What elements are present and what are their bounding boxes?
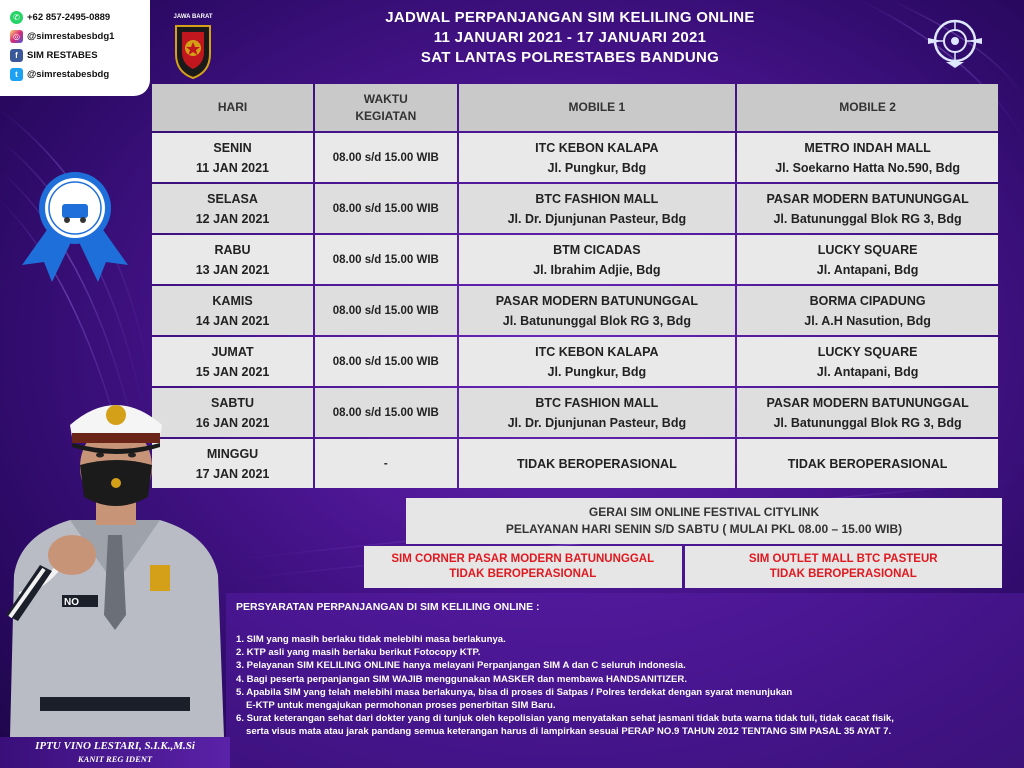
header-waktu: [315, 84, 456, 131]
day-date: 11 JAN 2021: [196, 160, 270, 175]
logo-caption: JAWA BARAT: [173, 14, 213, 20]
location-name: BORMA CIPADUNG: [809, 293, 926, 308]
requirement-item: 6. Surat keterangan sehat dari dokter yang di tunjuk oleh kepolisian yang menyatakan sehat jasmani tidak buta warna tidak tuli, tidak cacat fisik,: [236, 713, 894, 725]
cell-mobile-2: [737, 235, 998, 284]
facebook-icon: f: [10, 49, 23, 62]
day-date: 15 JAN 2021: [195, 364, 270, 379]
cell-mobile-1: [459, 388, 736, 437]
outlet-name: SIM OUTLET MALL BTC PASTEUR: [748, 553, 938, 565]
table-row: [152, 286, 998, 335]
requirements-title: PERSYARATAN PERPANJANGAN DI SIM KELILING ONLINE :: [236, 601, 540, 613]
location-name: LUCKY SQUARE: [817, 344, 918, 359]
header-waktu-label: WAKTU KEGIATAN: [355, 91, 417, 123]
day-name: SENIN: [213, 140, 252, 155]
outlet-status: TIDAK BEROPERASIONAL: [449, 568, 597, 580]
officer-title: KANIT REG IDENT: [77, 754, 153, 764]
day-name: JUMAT: [211, 344, 254, 359]
location-name: TIDAK BEROPERASIONAL: [787, 456, 948, 471]
header-mobile-1: MOBILE 1: [459, 84, 736, 131]
location-address: Jl. Pungkur, Bdg: [547, 160, 647, 175]
outlet-status: TIDAK BEROPERASIONAL: [769, 568, 917, 580]
location-address: Jl. Batununggal Blok RG 3, Bdg: [773, 415, 962, 430]
header-unit: SAT LANTAS POLRESTABES BANDUNG: [420, 49, 720, 66]
twitter-handle: @simrestabesbdg: [27, 69, 110, 80]
requirement-item: 3. Pelayanan SIM KELILING ONLINE hanya melayani Perpanjangan SIM A dan C seluruh indonesia.: [236, 660, 686, 672]
cell-time: 08.00 s/d 15.00 WIB: [315, 286, 456, 335]
officer-photo: [0, 385, 230, 737]
day-name: SABTU: [211, 395, 255, 410]
header-date-range: 11 JANUARI 2021 - 17 JANUARI 2021: [433, 29, 707, 46]
location-address: Jl. Pungkur, Bdg: [547, 364, 647, 379]
instagram-handle: @simrestabesbdg1: [27, 31, 115, 42]
table-row: [152, 439, 998, 488]
outlet-status-batununggal: [364, 546, 682, 588]
outlet-name: SIM CORNER PASAR MODERN BATUNUNGGAL: [391, 553, 655, 565]
cell-day: [152, 184, 313, 233]
location-name: TIDAK BEROPERASIONAL: [516, 456, 677, 471]
table-header-row: [152, 84, 998, 131]
location-name: LUCKY SQUARE: [817, 242, 918, 257]
location-name: BTC FASHION MALL: [535, 395, 659, 410]
location-address: Jl. Dr. Djunjunan Pasteur, Bdg: [507, 211, 687, 226]
location-name: BTM CICADAS: [553, 242, 641, 257]
location-address: Jl. Dr. Djunjunan Pasteur, Bdg: [507, 415, 687, 430]
location-name: ITC KEBON KALAPA: [535, 140, 659, 155]
requirement-item: 5. Apabila SIM yang telah melebihi masa berlakunya, bisa di proses di Satpas / Polres terdekat dengan syarat menunjukan: [236, 686, 793, 698]
cell-mobile-1: [459, 184, 736, 233]
location-address: Jl. Batununggal Blok RG 3, Bdg: [502, 313, 691, 328]
twitter-contact[interactable]: [10, 65, 144, 84]
location-address: Jl. Soekarno Hatta No.590, Bdg: [775, 160, 960, 175]
whatsapp-contact[interactable]: [10, 8, 144, 27]
day-date: 12 JAN 2021: [195, 211, 270, 226]
cell-time: 08.00 s/d 15.00 WIB: [315, 388, 456, 437]
table-row: [152, 133, 998, 182]
ribbon-icon: [14, 170, 136, 285]
location-address: Jl. Antapani, Bdg: [816, 262, 919, 277]
cell-mobile-1: [459, 337, 736, 386]
day-name: RABU: [214, 242, 251, 257]
requirements-panel: [226, 593, 1024, 768]
requirements-list: [236, 633, 1014, 739]
location-address: Jl. Ibrahim Adjie, Bdg: [533, 262, 661, 277]
requirement-item: serta visus mata atau jarak pandang semua keterangan harus di lampirkan sesuai PERAP NO.9 TAHUN 2012 TENTANG SIM PASAL 35 AYAT 7.: [246, 726, 892, 738]
police-shield-logo: [168, 14, 218, 80]
outlet-status-row: [364, 546, 1002, 588]
facebook-handle: SIM RESTABES: [27, 50, 98, 61]
instagram-contact[interactable]: [10, 27, 144, 46]
page-header: [300, 8, 840, 68]
table-row: [152, 337, 998, 386]
location-name: ITC KEBON KALAPA: [535, 344, 659, 359]
shield-icon: [168, 14, 218, 80]
officer-name-tag: NO: [64, 597, 79, 608]
day-name: KAMIS: [212, 293, 253, 308]
day-date: 17 JAN 2021: [195, 466, 270, 481]
location-name: BTC FASHION MALL: [535, 191, 659, 206]
social-contacts-card: [0, 0, 150, 96]
day-name: MINGGU: [206, 446, 259, 461]
header-title: JADWAL PERPANJANGAN SIM KELILING ONLINE: [385, 9, 755, 26]
cell-time: 08.00 s/d 15.00 WIB: [315, 133, 456, 182]
cell-time: 08.00 s/d 15.00 WIB: [315, 337, 456, 386]
cell-day: [152, 286, 313, 335]
festival-citylink-panel: [406, 498, 1002, 544]
cell-mobile-1: [459, 133, 736, 182]
instagram-icon: ◎: [10, 30, 23, 43]
location-address: Jl. Batununggal Blok RG 3, Bdg: [773, 211, 962, 226]
cell-mobile-2: [737, 439, 998, 488]
cell-mobile-2: [737, 133, 998, 182]
cell-mobile-2: [737, 337, 998, 386]
cell-mobile-2: [737, 388, 998, 437]
cell-mobile-1: [459, 235, 736, 284]
location-address: Jl. A.H Nasution, Bdg: [804, 313, 931, 328]
location-address: Jl. Antapani, Bdg: [816, 364, 919, 379]
festival-hours: PELAYANAN HARI SENIN S/D SABTU ( MULAI PKL 08.00 – 15.00 WIB): [505, 522, 903, 536]
cell-time: 08.00 s/d 15.00 WIB: [315, 184, 456, 233]
cell-mobile-2: [737, 286, 998, 335]
outlet-status-btc-pasteur: [685, 546, 1003, 588]
requirement-item: E-KTP untuk mengajukan permohonan proses penerbitan SIM Baru.: [246, 700, 556, 712]
location-name: PASAR MODERN BATUNUNGGAL: [766, 395, 969, 410]
requirement-item: 4. Bagi peserta perpanjangan SIM WAJIB menggunakan MASKER dan membawa HANDSANITIZER.: [236, 673, 687, 685]
day-name: SELASA: [207, 191, 258, 206]
cell-day: [152, 133, 313, 182]
cell-mobile-2: [737, 184, 998, 233]
whatsapp-icon: ✆: [10, 11, 23, 24]
header-mobile-2: MOBILE 2: [737, 84, 998, 131]
cell-mobile-1: [459, 286, 736, 335]
officer-name: IPTU VINO LESTARI, S.I.K.,M.Si: [35, 740, 195, 752]
twitter-icon: t: [10, 68, 23, 81]
day-date: 14 JAN 2021: [195, 313, 270, 328]
requirement-item: 2. KTP asli yang masih berlaku berikut Fotocopy KTP.: [236, 647, 481, 659]
requirement-item: 1. SIM yang masih berlaku tidak melebihi masa berlakunya.: [236, 634, 506, 645]
table-row: [152, 235, 998, 284]
festival-title: GERAI SIM ONLINE FESTIVAL CITYLINK: [588, 505, 820, 519]
cell-day: [152, 235, 313, 284]
location-name: PASAR MODERN BATUNUNGGAL: [766, 191, 969, 206]
schedule-table: [150, 82, 1000, 490]
day-date: 16 JAN 2021: [195, 415, 270, 430]
facebook-contact[interactable]: [10, 46, 144, 65]
cell-time: 08.00 s/d 15.00 WIB: [315, 235, 456, 284]
cell-mobile-1: [459, 439, 736, 488]
day-date: 13 JAN 2021: [195, 262, 270, 277]
location-name: PASAR MODERN BATUNUNGGAL: [495, 293, 699, 308]
table-row: [152, 184, 998, 233]
header-hari: HARI: [152, 84, 313, 131]
officer-name-bar: [0, 737, 230, 768]
cell-day: [152, 337, 313, 386]
table-row: [152, 388, 998, 437]
cell-time: -: [315, 439, 456, 488]
location-name: METRO INDAH MALL: [804, 140, 931, 155]
emblem-icon: [926, 12, 984, 70]
traffic-police-emblem: [926, 12, 984, 70]
sim-keliling-ribbon-badge: [14, 170, 136, 285]
whatsapp-number: +62 857-2495-0889: [27, 12, 111, 23]
